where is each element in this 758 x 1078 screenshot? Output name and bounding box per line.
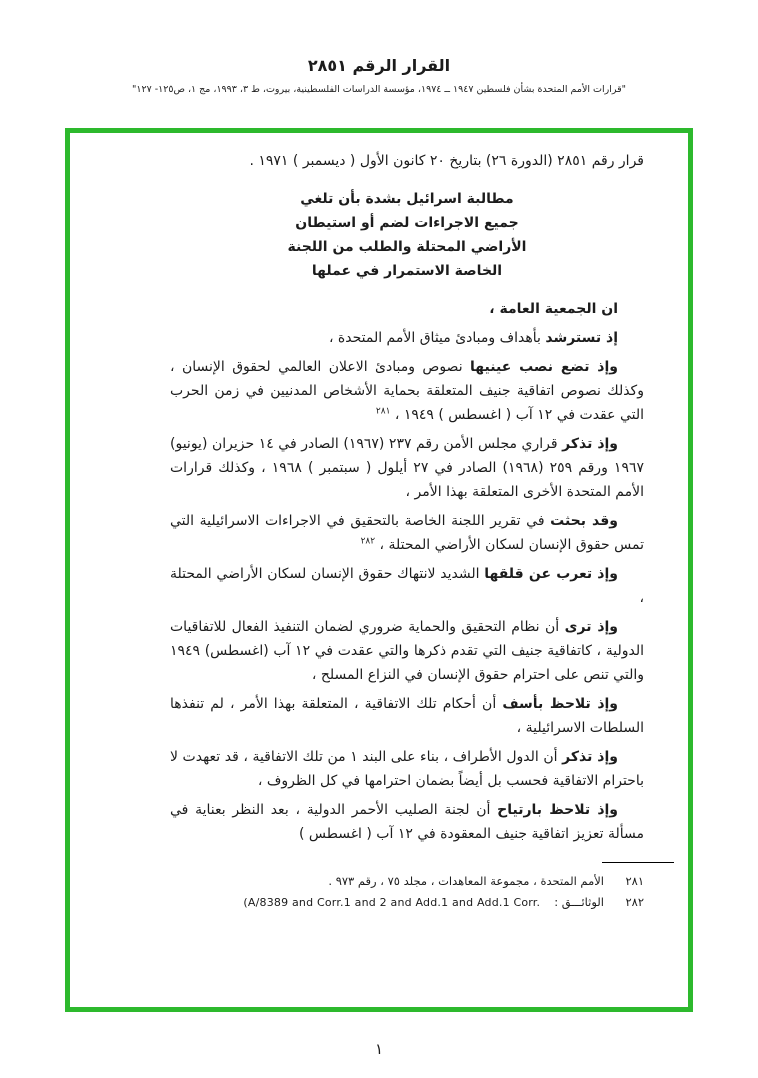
preamble-paragraph xyxy=(170,745,644,793)
paragraph-lead: وإذ تذكر xyxy=(562,749,618,765)
paragraph-lead: وإذ ترى xyxy=(564,619,619,635)
resolution-title-line: الخاصة الاستمرار في عملها xyxy=(311,263,503,279)
paragraph-text: أن لجنة الصليب الأحمر الدولية ، بعد النظر بعناية في مسألة تعزيز اتفاقية جنيف المعقودة في ١٢ آب ( اغسطس ) xyxy=(170,802,644,842)
preamble-paragraph xyxy=(170,562,644,610)
paragraph-text: في تقرير اللجنة الخاصة بالتحقيق في الاجراءات الاسرائيلية التي تمس حقوق الإنسان لسكان الأراضي المحتلة ، xyxy=(170,513,644,553)
paragraph-text: قراري مجلس الأمن رقم ٢٣٧ (١٩٦٧) الصادر في ١٤ حزيران (يونيو) ١٩٦٧ ورقم ٢٥٩ (١٩٦٨) الصادر في ٢٧ أيلول ( سبتمبر ) ١٩٦٨ ، وكذلك قرارات الأمم المتحدة الأخرى المتعلقة بهذا الأمر ، xyxy=(170,436,644,500)
paragraph-text: الشديد لانتهاك حقوق الإنسان لسكان الأراضي المحتلة ، xyxy=(170,566,644,606)
paragraph-lead: وإذ تضع نصب عينيها xyxy=(470,359,618,375)
footnote-number: ٢٨٢ xyxy=(625,895,644,909)
footnote-label: الوثائـــق : xyxy=(554,895,604,909)
paragraph-lead: وإذ تلاحظ بأسف xyxy=(502,696,619,712)
preamble-paragraph xyxy=(170,326,644,350)
preamble-paragraph xyxy=(170,615,644,687)
paragraph-lead: وإذ تذكر xyxy=(562,436,619,452)
footnotes xyxy=(170,871,644,913)
resolution-title xyxy=(170,187,644,283)
footnote-number: ٢٨١ xyxy=(625,874,644,888)
resolution-title-line: مطالبة اسرائيل بشدة بأن تلغي xyxy=(300,191,514,207)
footnote-document-symbol: (A/8389 and Corr.1 and 2 and Add.1 and Add.1 Corr. xyxy=(243,896,541,909)
paragraph-text: أن الدول الأطراف ، بناء على البند ١ من تلك الاتفاقية ، قد تعهدت لا باحترام الاتفاقية فحسب بل أيضاً بضمان احترامها في كل الظروف ، xyxy=(170,749,644,789)
footnote-separator xyxy=(602,862,674,863)
page-number: ١ xyxy=(374,1040,384,1058)
paragraph-lead: إذ تسترشد xyxy=(545,330,618,346)
preamble-paragraph xyxy=(170,798,644,846)
paragraph-text: أن نظام التحقيق والحماية ضروري لضمان التنفيذ الفعال للاتفاقيات الدولية ، كاتفاقية جنيف التي تقدم ذكرها والتي عقدت في ١٢ آب (اغسطس) ١٩٤٩ والتي تنص على احترام حقوق الإنسان في النزاع المسلح ، xyxy=(170,619,644,683)
paragraph-text: بأهداف ومبادئ ميثاق الأمم المتحدة ، xyxy=(328,330,541,346)
preamble-paragraph xyxy=(170,432,644,504)
footnote-ref: ٢٨٢ xyxy=(360,536,376,547)
footnote xyxy=(170,892,644,913)
preamble-paragraph xyxy=(170,509,644,557)
resolution-frame xyxy=(65,128,693,1012)
page-header xyxy=(0,0,758,95)
paragraph-lead: وإذ تعرب عن قلقها xyxy=(484,566,618,582)
resolution-intro: قرار رقم ٢٨٥١ (الدورة ٢٦) بتاريخ ٢٠ كانون الأول ( ديسمبر ) ١٩٧١ . xyxy=(249,153,644,169)
footnote-text: الأمم المتحدة ، مجموعة المعاهدات ، مجلد ٧٥ ، رقم ٩٧٣ . xyxy=(328,874,604,888)
paragraph-text: أن أحكام تلك الاتفاقية ، المتعلقة بهذا الأمر ، لم تنفذها السلطات الاسرائيلية ، xyxy=(170,696,644,736)
preamble-paragraph xyxy=(170,355,644,427)
paragraph-lead: وقد بحثت xyxy=(550,513,619,529)
header-title: القرار الرقم ٢٨٥١ xyxy=(307,56,451,75)
footnote xyxy=(170,871,644,892)
paragraph-lead: وإذ تلاحظ بارتياح xyxy=(497,802,619,818)
resolution-title-line: الأراضي المحتلة والطلب من اللجنة xyxy=(287,239,527,255)
resolution-title-line: جميع الاجراءات لضم أو استيطان xyxy=(295,215,519,231)
source-citation: "قرارات الأمم المتحدة بشأن فلسطين ١٩٤٧ ــ ١٩٧٤، مؤسسة الدراسات الفلسطينية، بيروت، ط ٣، ١٩٩٣، مج ١، ص١٢٥- ١٢٧" xyxy=(131,84,626,95)
resolution-content xyxy=(70,133,688,913)
footnote-ref: ٢٨١ xyxy=(375,406,391,417)
preamble-paragraph xyxy=(170,692,644,740)
paragraph-text: نصوص ومبادئ الاعلان العالمي لحقوق الإنسان ، وكذلك نصوص اتفاقية جنيف المتعلقة بحماية الأشخاص المدنيين في زمن الحرب التي عقدت في ١٢ آب ( اغسطس ) ١٩٤٩ ، xyxy=(170,359,644,423)
opening-line: ان الجمعية العامة ، xyxy=(489,301,618,317)
